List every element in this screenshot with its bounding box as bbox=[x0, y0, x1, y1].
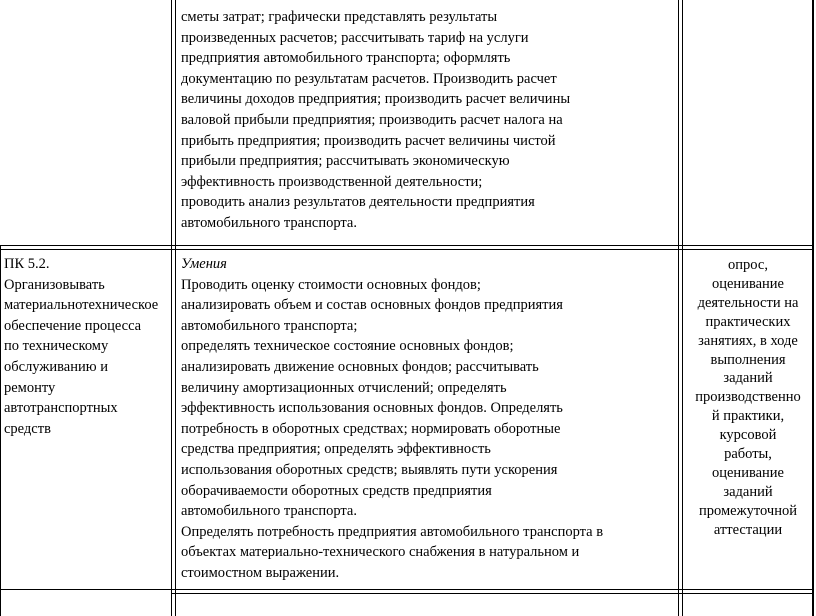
text-line: занятиях, в ходе bbox=[698, 332, 798, 349]
text-line: валовой прибыли предприятия; производить расчет налога на bbox=[181, 111, 563, 128]
text-line: обеспечение процесса bbox=[4, 317, 142, 334]
table-divider-col1-col2 bbox=[171, 0, 172, 616]
text-line: автомобильного транспорта. bbox=[181, 214, 357, 231]
text-line: ремонту bbox=[4, 379, 56, 396]
text-line: Проводить оценку стоимости основных фондов; bbox=[181, 276, 481, 293]
text-line: анализировать объем и состав основных фондов предприятия bbox=[181, 297, 563, 314]
text-line: опрос, bbox=[728, 257, 768, 273]
text-line: автомобильного транспорта; bbox=[181, 317, 358, 334]
text-line: й практики, bbox=[711, 408, 785, 425]
assessment-cell bbox=[684, 256, 812, 540]
text-line: оборачиваемости оборотных средств предприятия bbox=[181, 482, 492, 499]
text-line: аттестации bbox=[713, 521, 783, 538]
text-line: величины доходов предприятия; производить расчет величины bbox=[181, 91, 571, 108]
text-line: заданий bbox=[723, 483, 773, 500]
text-line: величину амортизационных отчислений; определять bbox=[181, 379, 507, 396]
text-line: Определять потребность предприятия автомобильного транспорта в bbox=[181, 523, 604, 540]
text-line: средств bbox=[4, 420, 51, 437]
row-divider-inner bbox=[0, 249, 814, 250]
competency-code: ПК 5.2. bbox=[4, 256, 50, 272]
row-divider bbox=[0, 245, 814, 246]
text-line: произведенных расчетов; рассчитывать тариф на услуги bbox=[181, 29, 529, 46]
skills-cell bbox=[181, 254, 603, 584]
table-border-bottom bbox=[0, 589, 814, 590]
text-line: эффективность производственной деятельности; bbox=[181, 173, 483, 190]
text-line: стоимостном выражении. bbox=[181, 564, 340, 581]
text-line: работы, bbox=[724, 446, 772, 463]
text-line: выполнения bbox=[710, 351, 786, 368]
text-line: оценивание bbox=[711, 275, 784, 292]
text-line: потребность в оборотных средствах; нормировать оборотные bbox=[181, 420, 561, 437]
text-line: оценивание bbox=[711, 464, 784, 481]
text-line: практических bbox=[705, 313, 791, 330]
table-border-bottom-inner bbox=[172, 593, 814, 594]
top-row-skills-text bbox=[181, 7, 570, 234]
text-line: документацию по результатам расчетов. Производить расчет bbox=[181, 70, 557, 87]
text-line: производственно bbox=[695, 389, 801, 406]
text-line: определять техническое состояние основных фондов; bbox=[181, 338, 514, 355]
text-line: эффективность использования основных фондов. Определять bbox=[181, 400, 563, 417]
text-line: использования оборотных средств; выявлять пути ускорения bbox=[181, 461, 558, 478]
table-divider-col2-col3 bbox=[678, 0, 679, 616]
text-line: промежуточной bbox=[699, 502, 797, 519]
competency-cell bbox=[4, 254, 158, 439]
table-border-left bbox=[0, 246, 1, 616]
table-divider-col1-col2-inner bbox=[175, 0, 176, 616]
text-line: средства предприятия; определять эффективность bbox=[181, 441, 491, 458]
text-line: объектах материально-технического снабжения в натуральном и bbox=[181, 544, 580, 561]
text-line: сметы затрат; графически представлять результаты bbox=[181, 9, 498, 25]
text-line: прибыли предприятия; рассчитывать экономическую bbox=[181, 153, 510, 170]
skills-heading: Умения bbox=[181, 256, 227, 272]
text-line: деятельности на bbox=[697, 294, 799, 311]
text-line: автомобильного транспорта. bbox=[181, 503, 357, 520]
text-line: курсовой bbox=[719, 427, 777, 444]
text-line: автотранспортных bbox=[4, 400, 118, 417]
text-line: проводить анализ результатов деятельности предприятия bbox=[181, 194, 535, 211]
text-line: материальнотехническое bbox=[4, 297, 159, 314]
text-line: обслуживанию и bbox=[4, 358, 108, 375]
table-border-right bbox=[812, 0, 814, 616]
text-line: анализировать движение основных фондов; рассчитывать bbox=[181, 358, 539, 375]
text-line: Организовывать bbox=[4, 276, 105, 293]
text-line: прибыть предприятия; производить расчет величины чистой bbox=[181, 132, 556, 149]
text-line: предприятия автомобильного транспорта; оформлять bbox=[181, 50, 511, 67]
table-divider-col2-col3-inner bbox=[682, 0, 683, 616]
text-line: заданий bbox=[723, 370, 773, 387]
text-line: по техническому bbox=[4, 338, 109, 355]
